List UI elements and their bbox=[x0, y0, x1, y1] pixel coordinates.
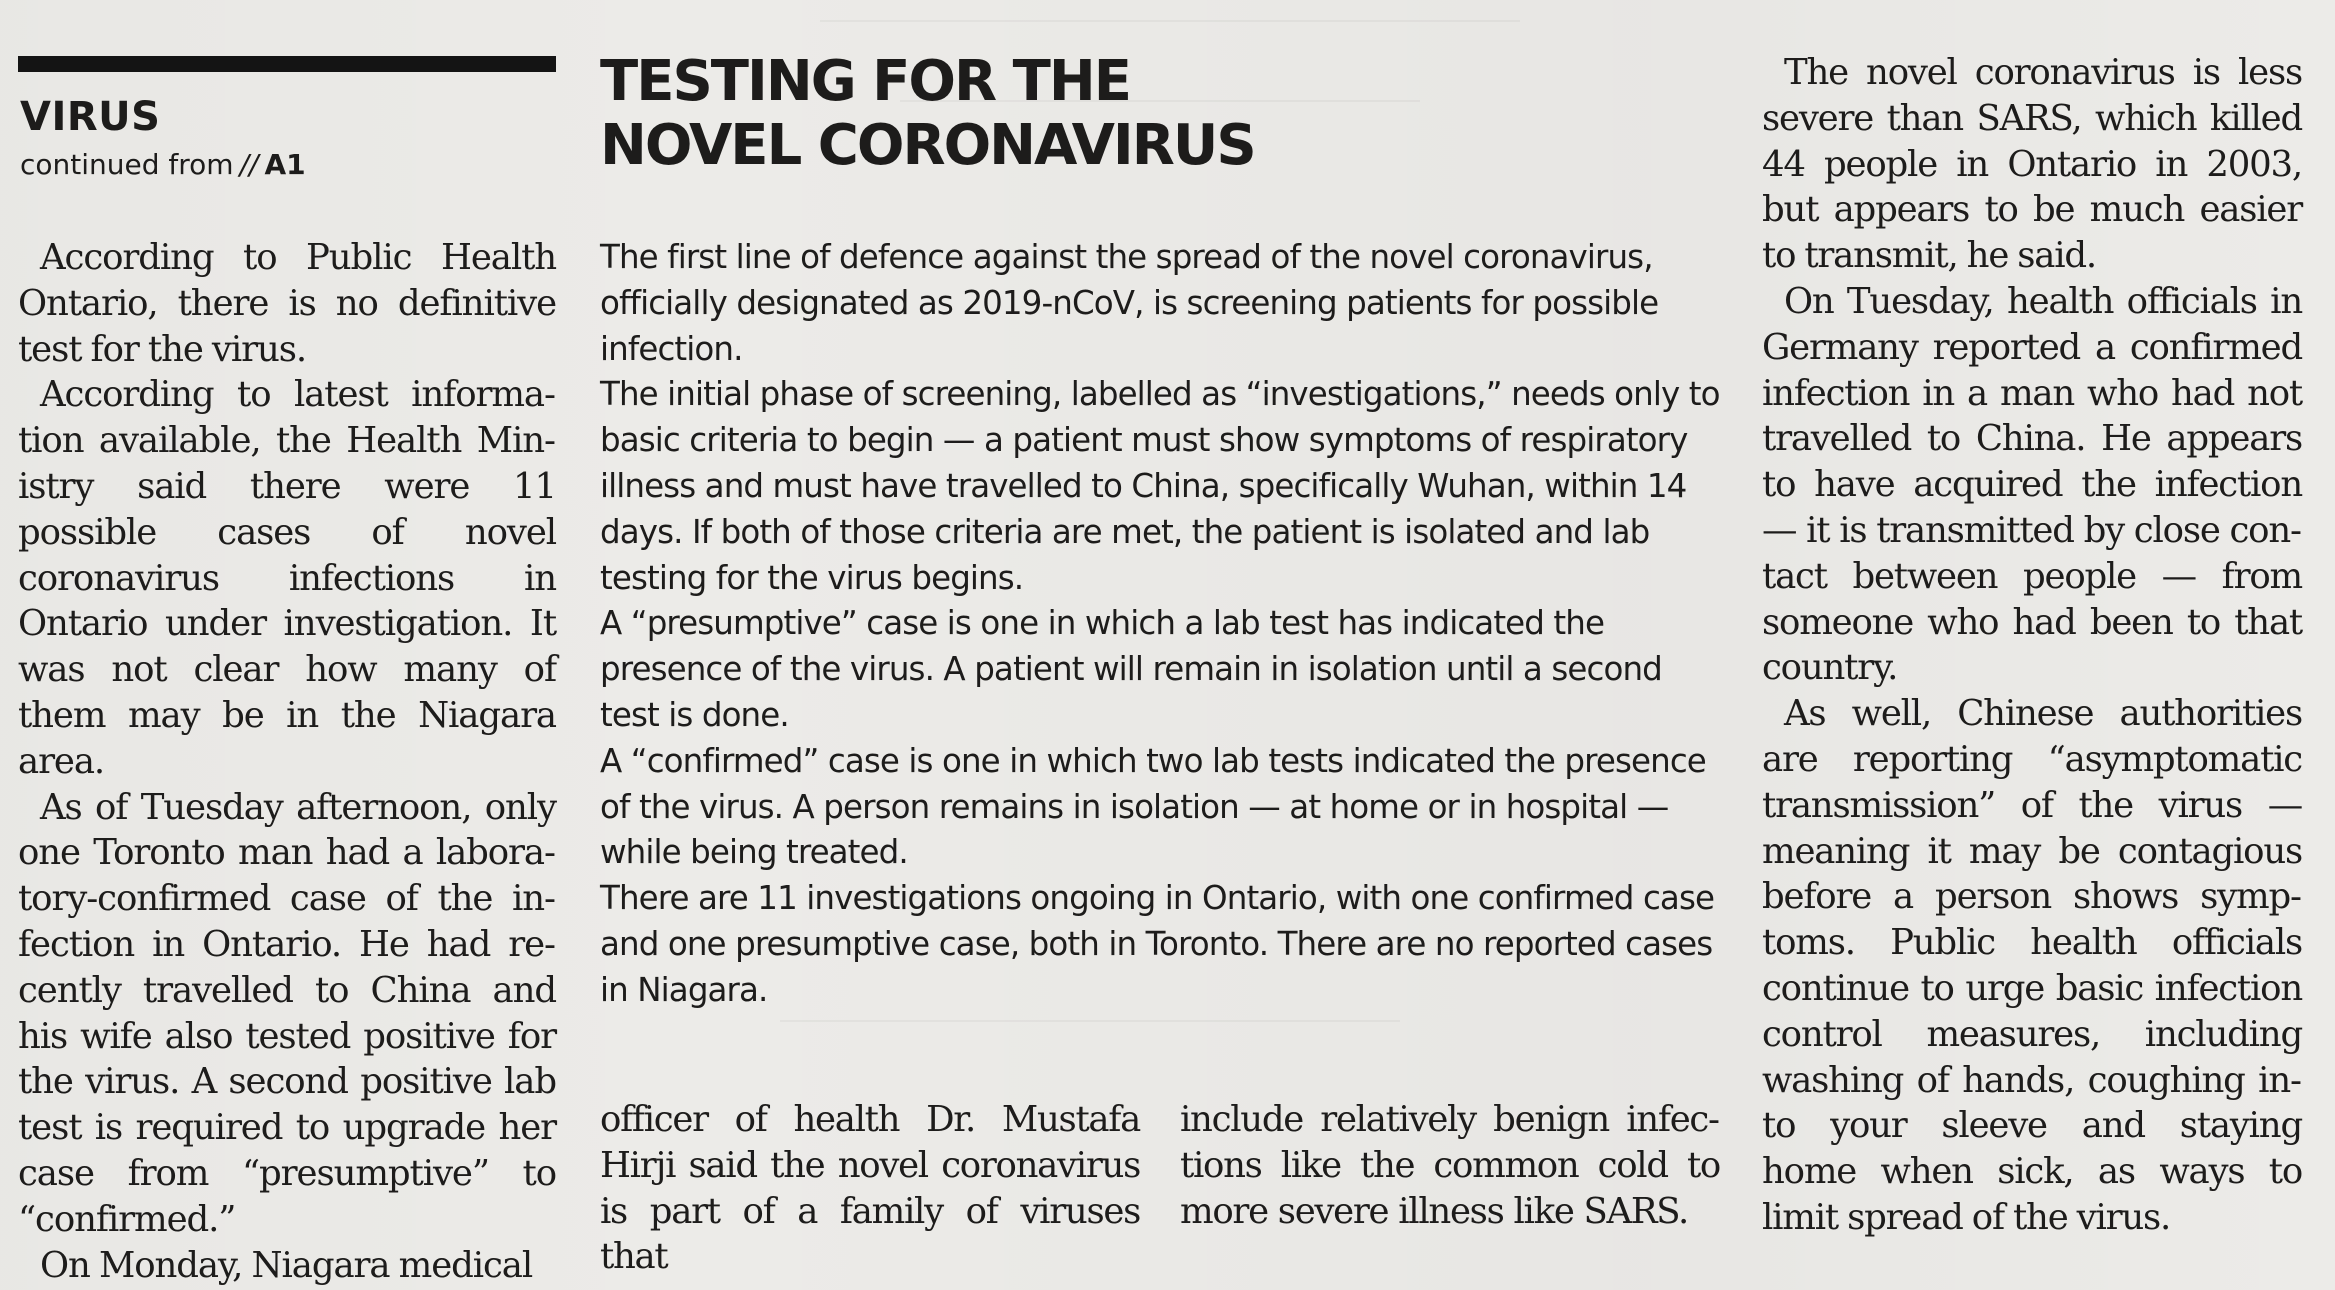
continued-slashes: // bbox=[239, 148, 259, 181]
article-paragraph: On Monday, Niagara medical bbox=[40, 1244, 533, 1286]
section-kicker: VIRUS bbox=[20, 94, 161, 140]
left-article-column bbox=[18, 235, 556, 1288]
sidebar-paragraph: A “confirmed” case is one in which two lab tests indicated the presence of the virus. A person remains in isolation — at home or in hospital — while being treated. bbox=[600, 741, 1706, 872]
right-article-column bbox=[1762, 50, 2302, 1241]
bleed-through-line bbox=[780, 1020, 1400, 1022]
section-rule bbox=[18, 56, 556, 72]
headline-line-1: TESTING FOR THE bbox=[600, 49, 1130, 114]
sidebar-paragraph: There are 11 investigations ongoing in Ontario, with one confirmed case and one presumptive case, both in Toronto. There are no reported cases in Niagara. bbox=[600, 879, 1715, 1009]
article-paragraph: The novel coronavirus is less severe than SARS, which killed 44 people in Ontario in 2003, but appears to be much easier to transmit, he said. bbox=[1762, 52, 2302, 277]
article-continuation-a: officer of health Dr. Mustafa Hirji said the novel coronavirus is part of a family of viruses that bbox=[600, 1099, 1140, 1278]
article-paragraph: On Tuesday, health officials in Germany reported a confirmed infection in a man who had not travelled to China. He appears to have acquired the infection — it is transmitted by close contact between people — from someone who had been to that country. bbox=[1762, 280, 2302, 689]
continued-page-ref: A1 bbox=[264, 148, 306, 181]
article-paragraph: According to Public Health Ontario, there is no definitive test for the virus. bbox=[18, 237, 556, 370]
sidebar-paragraph: A “presumptive” case is one in which a lab test has indicated the presence of the virus. A patient will remain in isolation until a second test is done. bbox=[600, 604, 1662, 734]
article-continuation-b: include relatively benign infections like the common cold to more severe illness like SARS. bbox=[1180, 1099, 1720, 1232]
continued-from-line bbox=[20, 148, 306, 182]
sidebar-body bbox=[600, 235, 1720, 1014]
article-paragraph: As of Tuesday afternoon, only one Toronto man had a laboratory-confirmed case of the infection in Ontario. He had recently travelled to China and his wife also tested positive for the virus. A second positive lab test is required to upgrade her case from “presumptive” to “confirmed.” bbox=[18, 786, 556, 1240]
sidebar-headline bbox=[600, 50, 1300, 178]
article-paragraph: According to latest information available, the Health Ministry said there were 11 possible cases of novel coronavirus infections in Ontario under investigation. It was not clear how many of them may be in the Niagara area. bbox=[18, 374, 556, 782]
sidebar-paragraph: The first line of defence against the spread of the novel coronavirus, officially designated as 2019-nCoV, is screening patients for possible infection. bbox=[600, 238, 1659, 368]
continued-label: continued from bbox=[20, 148, 234, 181]
sidebar-paragraph: The initial phase of screening, labelled as “investigations,” needs only to basic criteria to begin — a patient must show symptoms of respiratory illness and must have travelled to China, specifically Wuhan, within 14 days. If both of those criteria are met, the patient is isolated and lab testing for the virus begins. bbox=[600, 375, 1720, 597]
bleed-through-line bbox=[820, 20, 1520, 22]
article-paragraph: As well, Chinese authorities are reporting “asymptomatic transmission” of the virus — meaning it may be contagious before a person shows symptoms. Public health officials continue to urge basic infection control measures, including washing of hands, coughing into your sleeve and staying home when sick, as ways to limit spread of the virus. bbox=[1762, 693, 2302, 1238]
headline-line-2: NOVEL CORONAVIRUS bbox=[600, 113, 1255, 178]
